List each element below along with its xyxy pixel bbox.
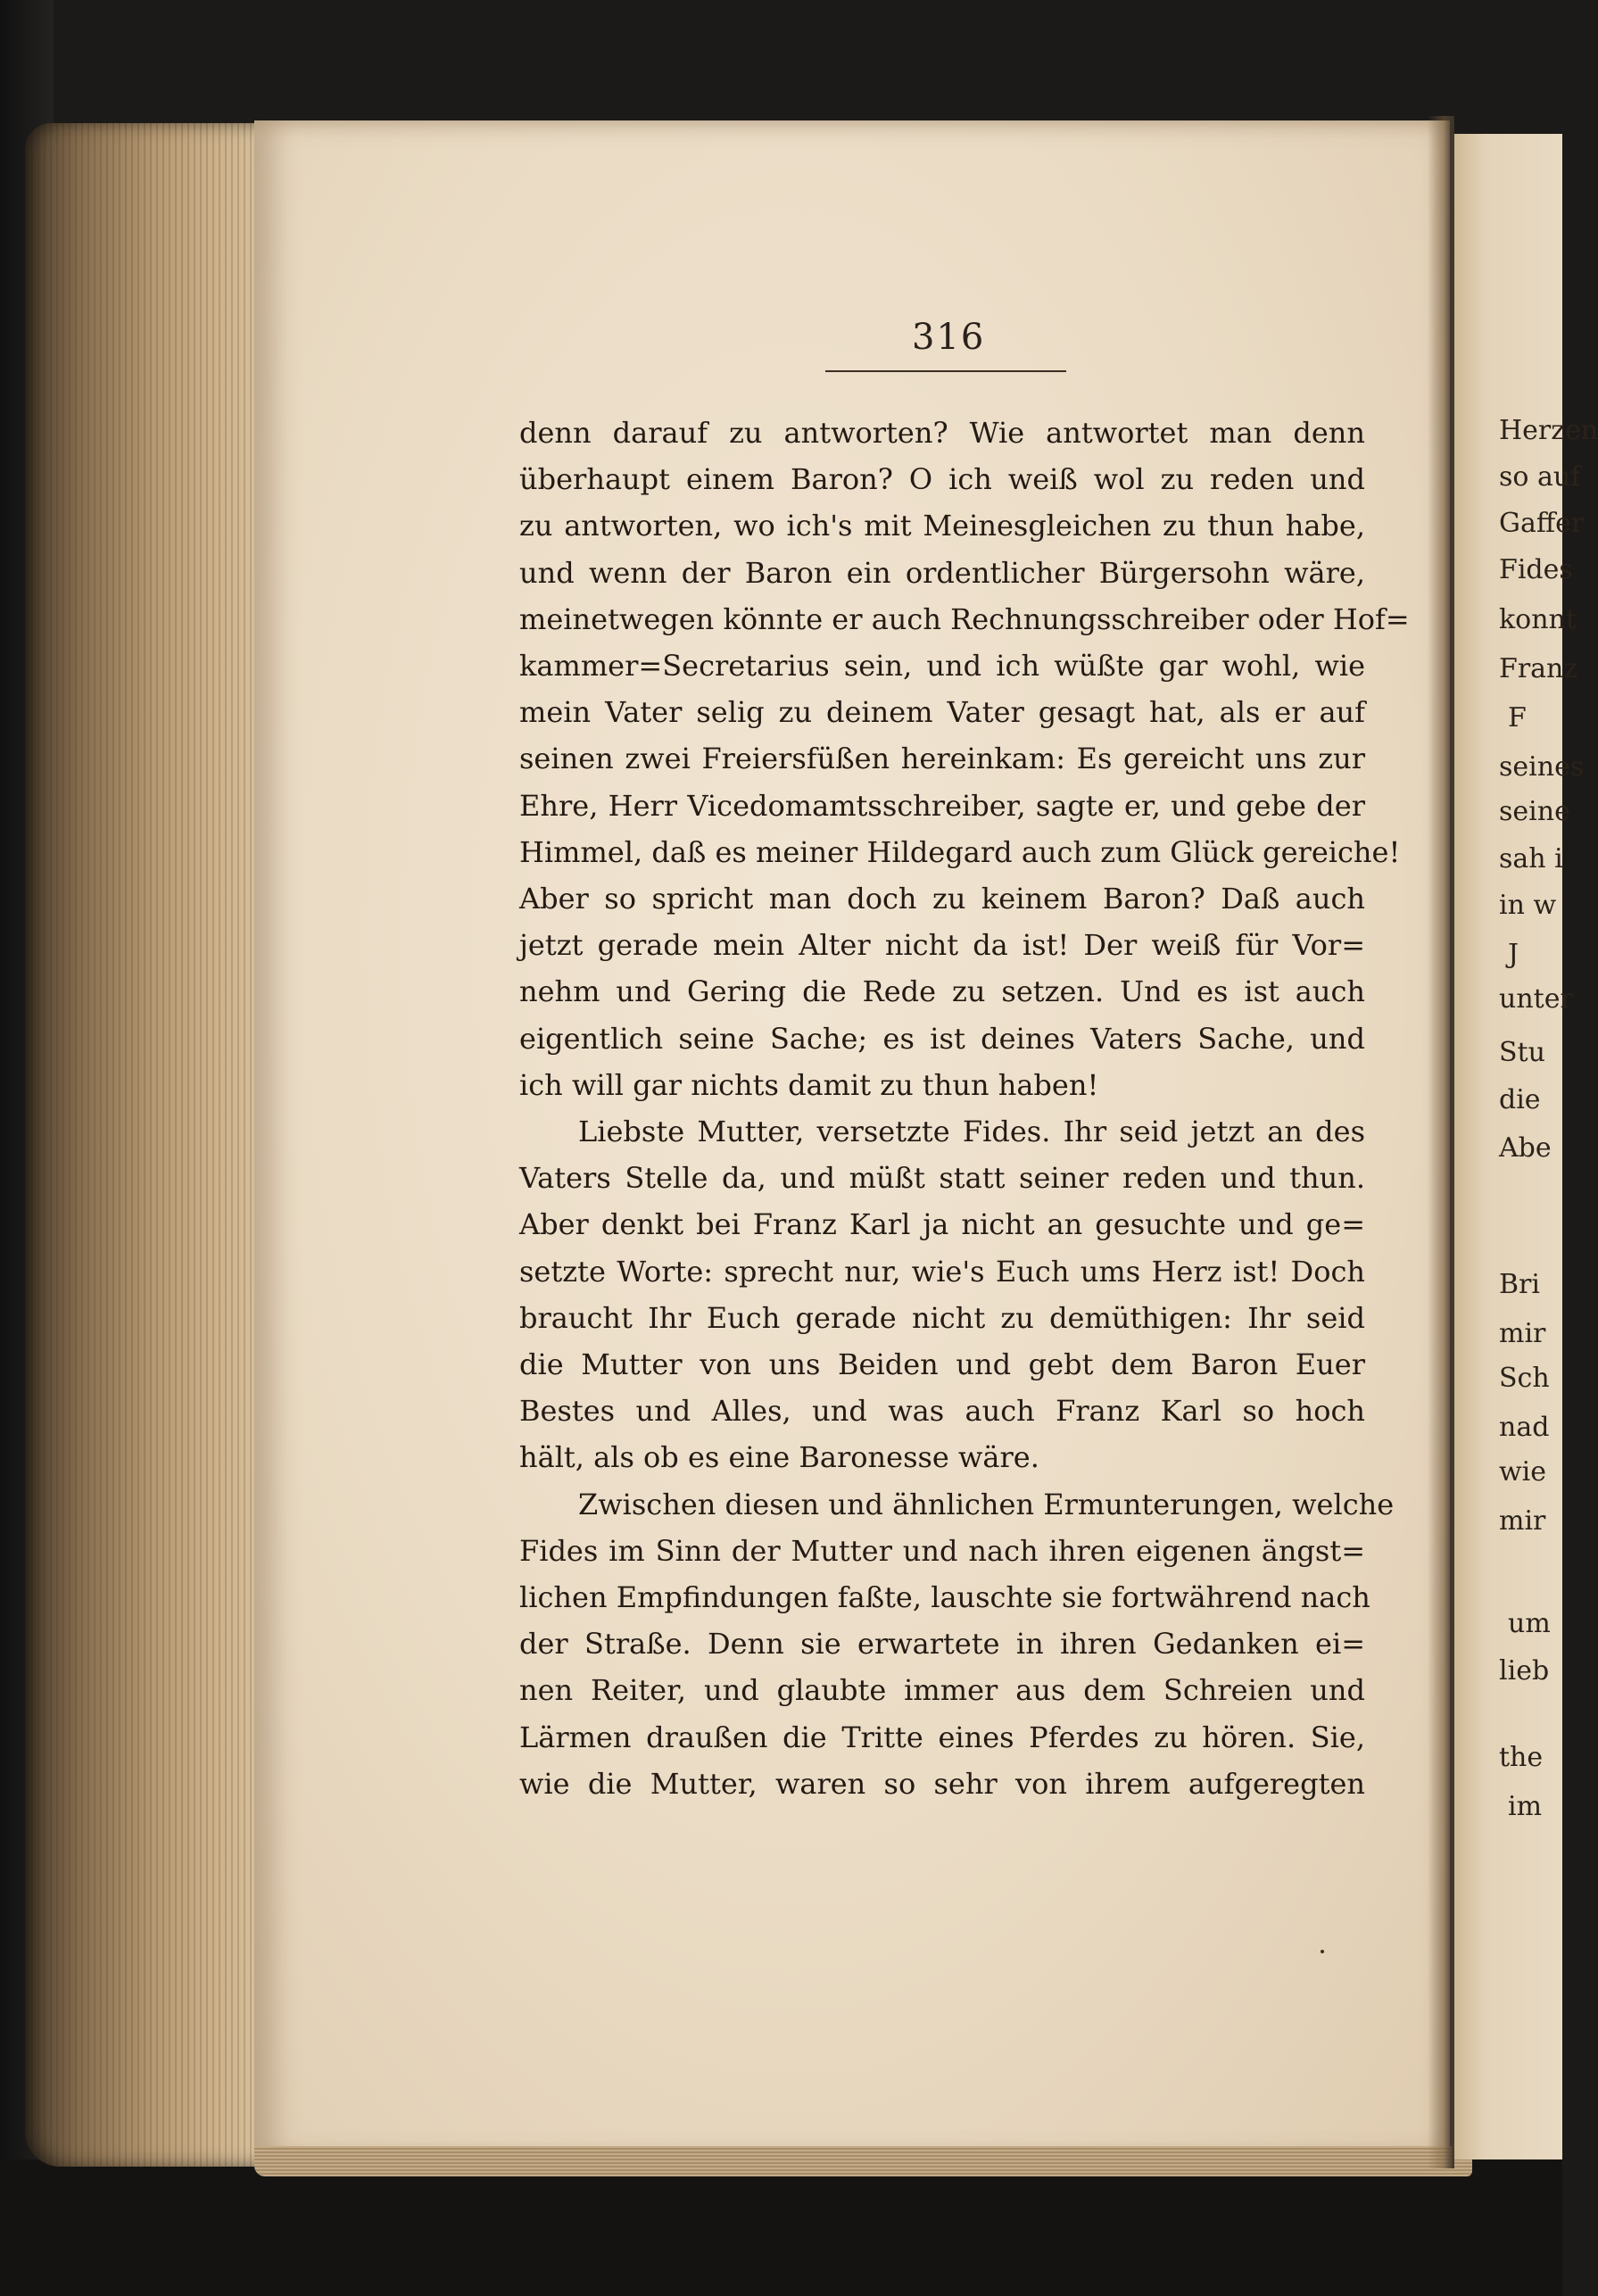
text-line: seinen zwei Freiersfüßen hereinkam: Es gereicht uns zur <box>519 742 1365 776</box>
facing-page-fragment: Fides <box>1499 554 1573 585</box>
text-line: denn darauf zu antworten? Wie antwortet man denn <box>519 416 1365 450</box>
book-bottom-edge <box>254 2146 1472 2176</box>
facing-page-fragment: lieb <box>1499 1655 1550 1687</box>
text-line: Himmel, daß es meiner Hildegard auch zum Glück gereiche! <box>519 834 1401 869</box>
facing-page-fragment: Herzen <box>1499 415 1598 446</box>
facing-page-fragment: die <box>1499 1084 1541 1115</box>
facing-page-fragment: seines <box>1499 751 1585 783</box>
book-gutter <box>1428 116 1454 2168</box>
text-line: Liebste Mutter, versetzte Fides. Ihr seid jetzt an des <box>578 1115 1365 1148</box>
text-line: Zwischen diesen und ähnlichen Ermunterungen, welche <box>578 1487 1395 1521</box>
header-rule <box>825 370 1066 372</box>
facing-page-fragment: so auf <box>1499 461 1581 493</box>
text-line: Lärmen draußen die Tritte eines Pferdes zu hören. Sie, <box>519 1720 1365 1754</box>
text-line: überhaupt einem Baron? O ich weiß wol zu reden und <box>519 462 1365 497</box>
facing-page-fragment: mir <box>1499 1505 1546 1537</box>
text-line: hält, als ob es eine Baronesse wäre. <box>519 1440 1039 1475</box>
text-line: ich will gar nichts damit zu thun haben! <box>519 1067 1099 1102</box>
text-line: wie die Mutter, waren so sehr von ihrem aufgeregten <box>519 1766 1365 1801</box>
facing-page-fragment: um <box>1508 1608 1551 1639</box>
book-page-edges <box>25 123 266 2167</box>
text-line: mein Vater selig zu deinem Vater gesagt hat, als er auf <box>519 695 1365 730</box>
facing-page-fragment: wie <box>1499 1456 1547 1488</box>
facing-page-fragment: im <box>1508 1791 1543 1822</box>
text-line: Vaters Stelle da, und müßt statt seiner reden und thun. <box>519 1161 1365 1196</box>
facing-page-fragment: Bri <box>1499 1269 1540 1300</box>
facing-page-fragment: in w <box>1499 890 1557 921</box>
facing-page-fragment: sah i <box>1499 843 1563 874</box>
facing-page-fragment: F <box>1508 702 1527 734</box>
text-line: kammer=Secretarius sein, und ich wüßte gar wohl, wie <box>519 649 1365 683</box>
text-line: lichen Empfindungen faßte, lauschte sie fortwährend nach <box>519 1580 1370 1614</box>
text-line: der Straße. Denn sie erwartete in ihren Gedanken ei= <box>519 1627 1365 1662</box>
facing-page-fragment: unter <box>1499 983 1573 1015</box>
text-line: und wenn der Baron ein ordentlicher Bürgersohn wäre, <box>519 555 1365 590</box>
facing-page-fragment: mir <box>1499 1318 1546 1349</box>
facing-page-fragment: Abe <box>1499 1132 1552 1164</box>
facing-page-fragment: konnt <box>1499 604 1577 635</box>
text-line: Fides im Sinn der Mutter und nach ihren eigenen ängst= <box>519 1533 1365 1568</box>
facing-page-fragment: J <box>1508 939 1519 970</box>
facing-page-fragment: nad <box>1499 1412 1550 1443</box>
text-line: nehm und Gering die Rede zu setzen. Und es ist auch <box>519 974 1365 1009</box>
text-line: Bestes und Alles, und was auch Franz Karl so hoch <box>519 1394 1365 1429</box>
page-number: 316 <box>912 317 986 358</box>
text-line: Aber so spricht man doch zu keinem Baron? Daß auch <box>519 882 1365 916</box>
background-bottom <box>0 2159 1562 2296</box>
facing-page-fragment: Franz <box>1499 653 1578 684</box>
text-line: zu antworten, wo ich's mit Meinesgleichen zu thun habe, <box>519 509 1365 543</box>
text-line: eigentlich seine Sache; es ist deines Vaters Sache, und <box>519 1021 1365 1056</box>
text-line: nen Reiter, und glaubte immer aus dem Schreien und <box>519 1673 1365 1708</box>
facing-page-fragment: the <box>1499 1742 1544 1773</box>
text-line: Ehre, Herr Vicedomamtsschreiber, sagte er, und gebe der <box>519 788 1365 823</box>
page-speck <box>1321 1950 1324 1953</box>
facing-page-fragment: Sch <box>1499 1363 1550 1394</box>
facing-page-fragment: Stu <box>1499 1037 1545 1068</box>
facing-page-fragment: seine <box>1499 796 1570 827</box>
text-line: jetzt gerade mein Alter nicht da ist! Der weiß für Vor= <box>519 928 1365 963</box>
text-line: braucht Ihr Euch gerade nicht zu demüthigen: Ihr seid <box>519 1300 1365 1335</box>
text-line: Aber denkt bei Franz Karl ja nicht an gesuchte und ge= <box>519 1207 1365 1242</box>
text-line: die Mutter von uns Beiden und gebt dem Baron Euer <box>519 1347 1365 1381</box>
text-line: meinetwegen könnte er auch Rechnungsschreiber oder Hof= <box>519 601 1410 636</box>
text-line: setzte Worte: sprecht nur, wie's Euch ums Herz ist! Doch <box>519 1254 1365 1289</box>
facing-page-fragment: Gaffer <box>1499 508 1585 539</box>
